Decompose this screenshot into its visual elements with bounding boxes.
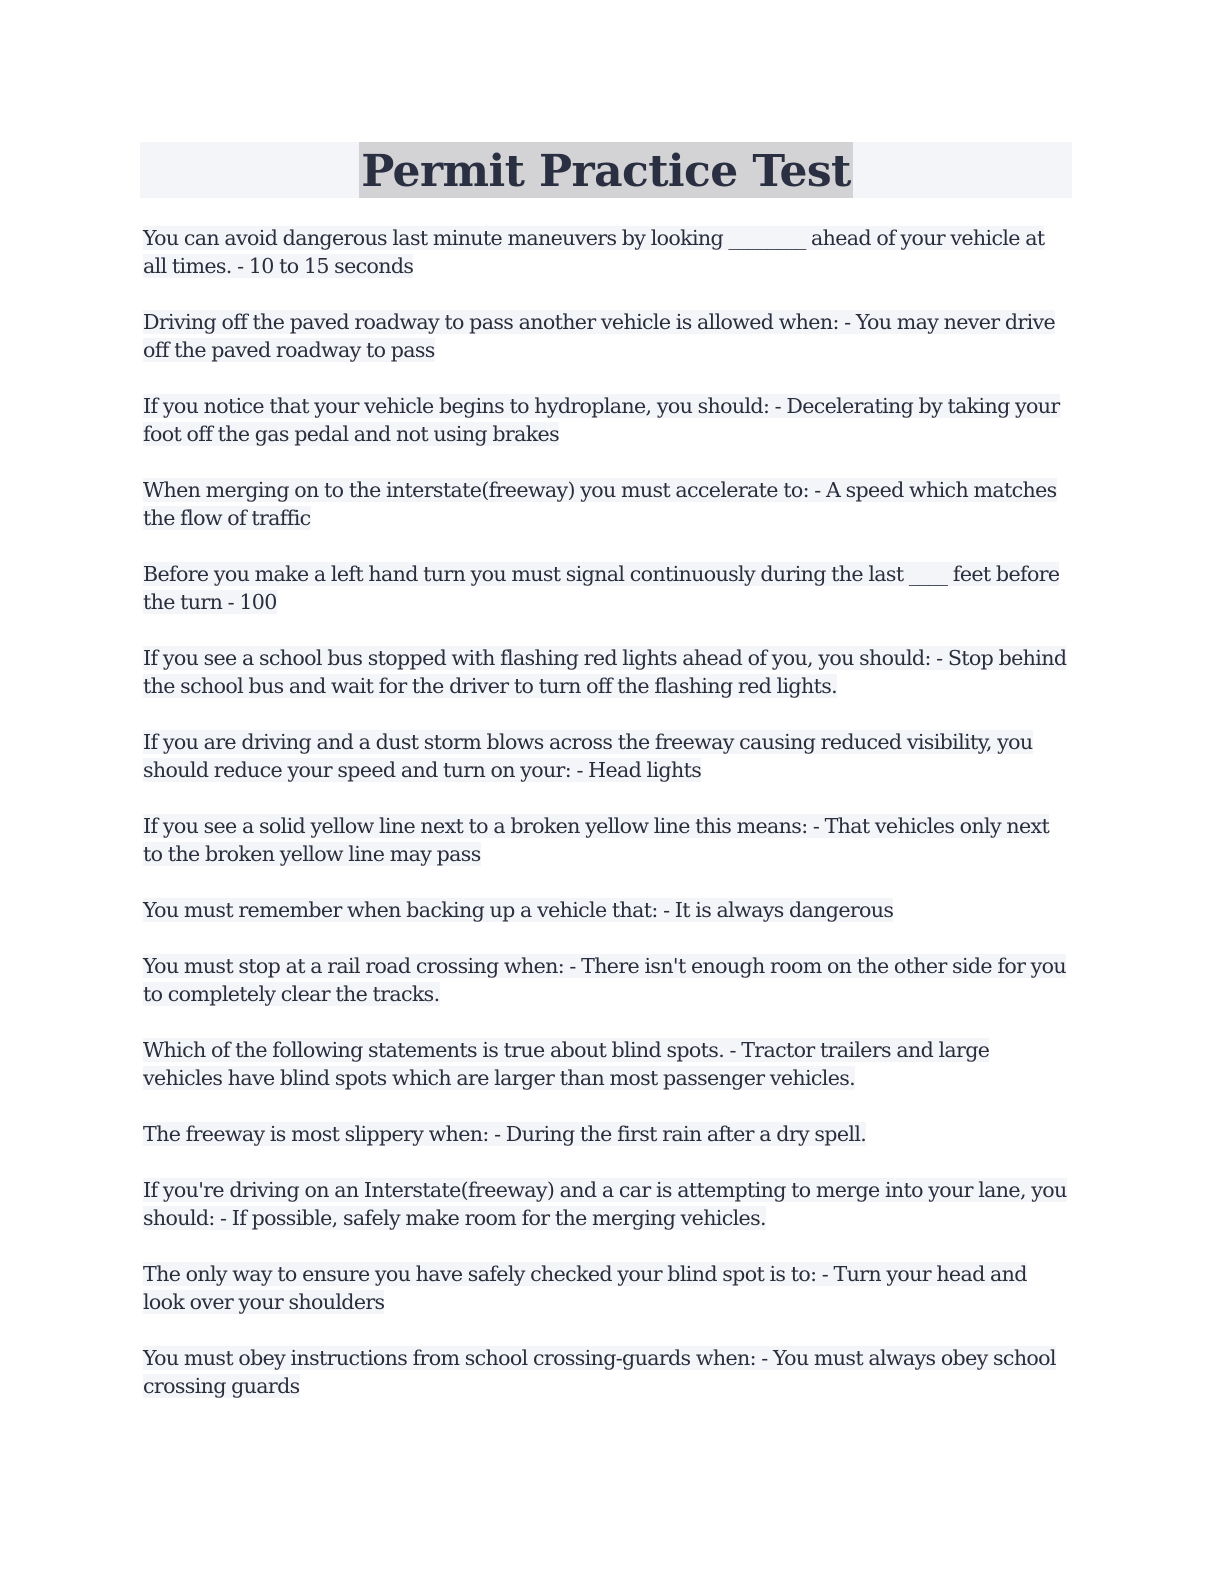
question-text: If you see a solid yellow line next to a broken yellow line this means: - That vehicles only next to the broken yellow line may pass <box>143 814 1050 866</box>
question-text: The freeway is most slippery when: - During the first rain after a dry spell. <box>143 1122 867 1146</box>
question-text: When merging on to the interstate(freeway) you must accelerate to: - A speed which matches the flow of traffic <box>143 478 1057 530</box>
question-item <box>143 952 1073 1008</box>
question-list <box>143 224 1073 1428</box>
question-item <box>143 1036 1073 1092</box>
question-item <box>143 812 1073 868</box>
question-item <box>143 308 1073 364</box>
question-item <box>143 224 1073 280</box>
title-bar <box>140 142 1072 198</box>
question-item <box>143 1176 1073 1232</box>
question-item <box>143 1344 1073 1400</box>
question-item <box>143 392 1073 448</box>
page-title: Permit Practice Test <box>359 142 853 198</box>
question-item <box>143 1260 1073 1316</box>
question-item <box>143 1120 1073 1148</box>
question-text: If you are driving and a dust storm blows across the freeway causing reduced visibility, you should reduce your speed and turn on your: - Head lights <box>143 730 1033 782</box>
question-item <box>143 728 1073 784</box>
question-item <box>143 644 1073 700</box>
question-text: The only way to ensure you have safely checked your blind spot is to: - Turn your head and look over your shoulders <box>143 1262 1027 1314</box>
question-text: You must stop at a rail road crossing when: - There isn't enough room on the other side for you to completely clear the tracks. <box>143 954 1067 1006</box>
question-text: Driving off the paved roadway to pass another vehicle is allowed when: - You may never drive off the paved roadway to pass <box>143 310 1056 362</box>
question-text: If you see a school bus stopped with flashing red lights ahead of you, you should: - Stop behind the school bus and wait for the driver to turn off the flashing red lights. <box>143 646 1067 698</box>
question-item <box>143 476 1073 532</box>
question-text: You must remember when backing up a vehicle that: - It is always dangerous <box>143 898 894 922</box>
question-text: You can avoid dangerous last minute maneuvers by looking ________ ahead of your vehicle at all times. - 10 to 15 seconds <box>143 226 1045 278</box>
question-text: You must obey instructions from school crossing-guards when: - You must always obey school crossing guards <box>143 1346 1056 1398</box>
question-text: If you're driving on an Interstate(freeway) and a car is attempting to merge into your lane, you should: - If possible, safely make room for the merging vehicles. <box>143 1178 1067 1230</box>
question-text: Which of the following statements is true about blind spots. - Tractor trailers and large vehicles have blind spots which are larger than most passenger vehicles. <box>143 1038 990 1090</box>
question-text: Before you make a left hand turn you must signal continuously during the last ____ feet before the turn - 100 <box>143 562 1060 614</box>
question-item <box>143 560 1073 616</box>
question-text: If you notice that your vehicle begins to hydroplane, you should: - Decelerating by taking your foot off the gas pedal and not using brakes <box>143 394 1060 446</box>
question-item <box>143 896 1073 924</box>
